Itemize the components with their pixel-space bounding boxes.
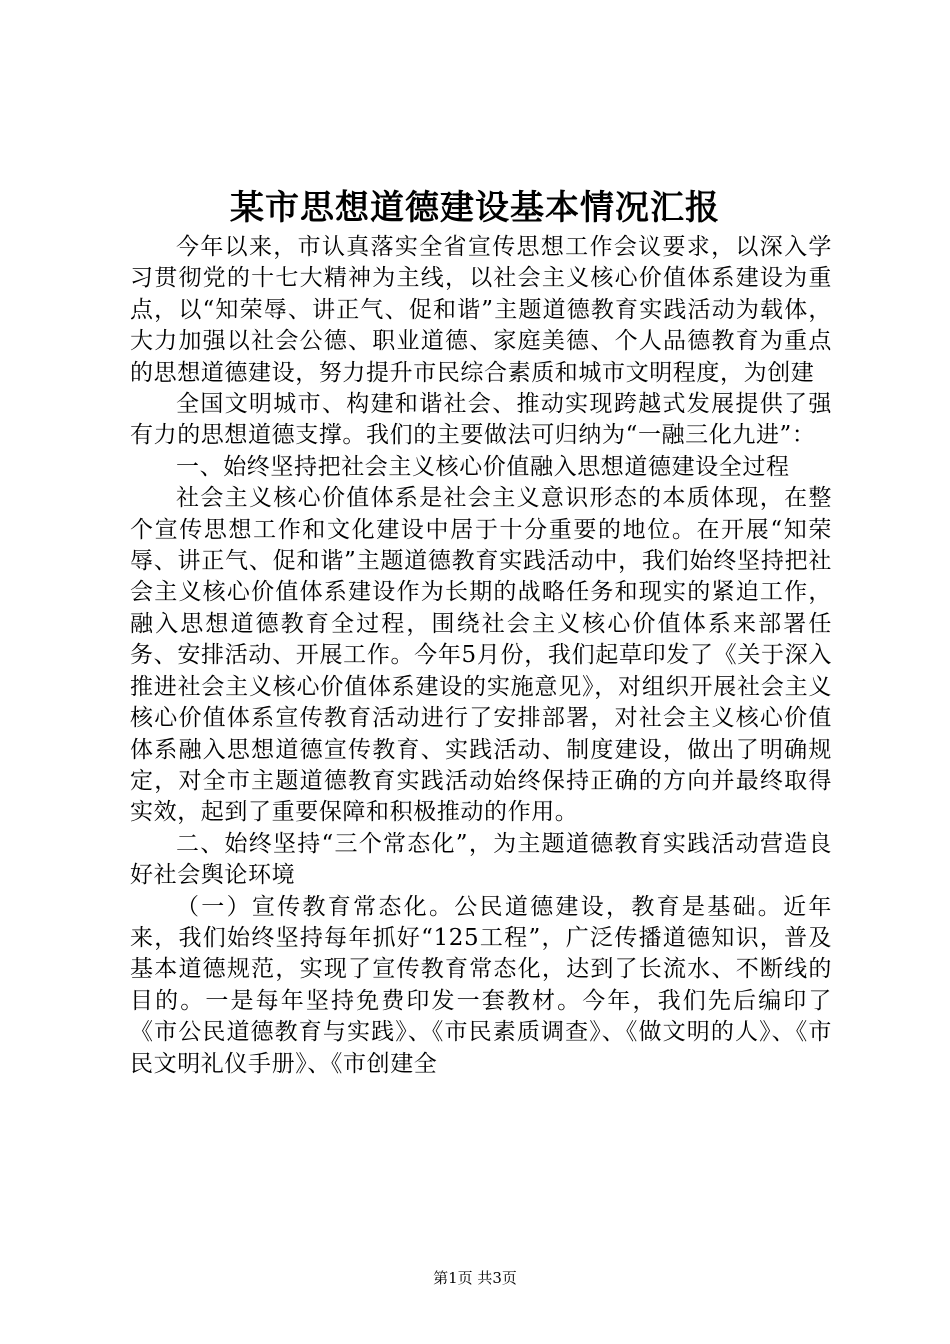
paragraph-section-1: 社会主义核心价值体系是社会主义意识形态的本质体现，在整个宣传思想工作和文化建设中居于十分重要的地位。在开展“知荣辱、讲正气、促和谐”主题道德教育实践活动中，我们始终坚持把社会主义核心价值体系建设作为长期的战略任务和现实的紧迫工作，融入思想道德教育全过程，围绕社会主义核心价值体系来部署任务、安排活动、开展工作。今年5月份，我们起草印发了《关于深入推进社会主义核心价值体系建设的实施意见》，对组织开展社会主义核心价值体系宣传教育活动进行了安排部署，对社会主义核心价值体系融入思想道德宣传教育、实践活动、制度建设，做出了明确规定，对全市主题道德教育实践活动始终保持正确的方向并最终取得实效，起到了重要保障和积极推动的作用。 bbox=[130, 485, 832, 826]
section-heading-2: 二、始终坚持“三个常态化”，为主题道德教育实践活动营造良好社会舆论环境 bbox=[130, 830, 832, 889]
document-title: 某市思想道德建设基本情况汇报 bbox=[230, 188, 720, 228]
paragraph-subsection-1: （一）宣传教育常态化。公民道德建设，教育是基础。近年来，我们始终坚持每年抓好“125工程”，广泛传播道德知识，普及基本道德规范，实现了宣传教育常态化，达到了长流水、不断线的目的。一是每年坚持免费印发一套教材。今年，我们先后编印了《市公民道德教育与实践》、《市民素质调查》、《做文明的人》、《市民文明礼仪手册》、《市创建全 bbox=[130, 893, 832, 1077]
paragraph-intro: 今年以来，市认真落实全省宣传思想工作会议要求，以深入学习贯彻党的十七大精神为主线，以社会主义核心价值体系建设为重点，以“知荣辱、讲正气、促和谐”主题道德教育实践活动为载体，大力加强以社会公德、职业道德、家庭美德、个人品德教育为重点的思想道德建设，努力提升市民综合素质和城市文明程度，为创建 bbox=[130, 234, 832, 386]
page-footer: 第1页 共3页 bbox=[433, 1269, 517, 1287]
paragraph-continuation: 全国文明城市、构建和谐社会、推动实现跨越式发展提供了强有力的思想道德支撑。我们的主要做法可归纳为“一融三化九进”： bbox=[130, 391, 832, 449]
document-body bbox=[130, 232, 832, 1080]
section-heading-1: 一、始终坚持把社会主义核心价值融入思想道德建设全过程 bbox=[176, 453, 790, 480]
